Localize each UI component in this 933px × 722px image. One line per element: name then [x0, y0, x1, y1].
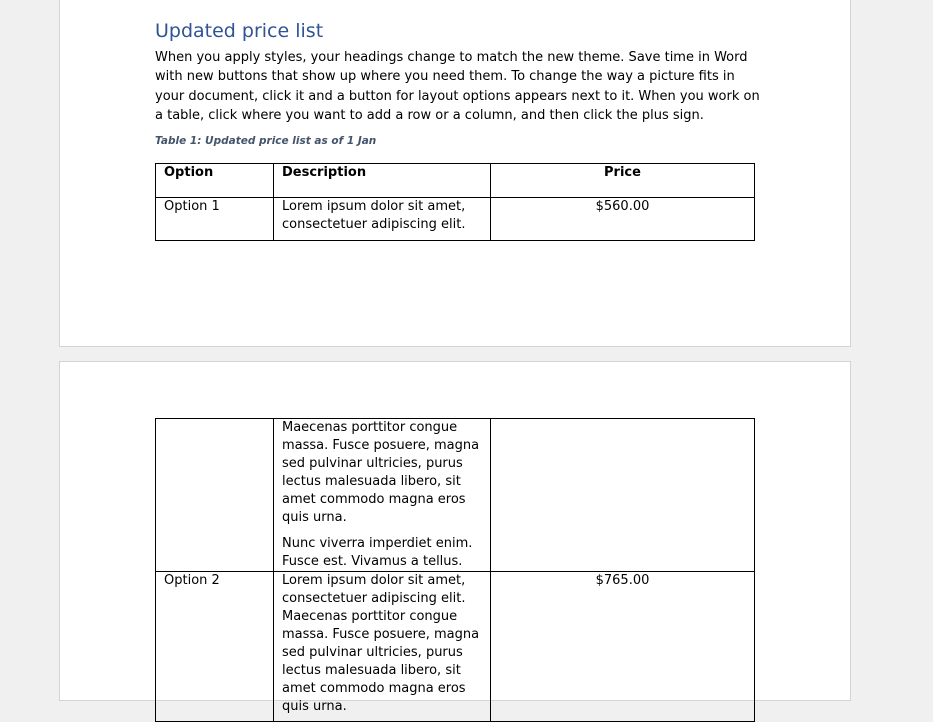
- document-page-1[interactable]: [59, 0, 851, 347]
- heading: Updated price list: [155, 20, 324, 42]
- description-paragraph: Nunc viverra imperdiet enim. Fusce est. Vivamus a tellus.: [282, 536, 473, 569]
- table-header-row: [156, 164, 755, 198]
- header-price: Price: [491, 164, 755, 198]
- table-caption: Table 1: Updated price list as of 1 Jan: [155, 135, 377, 147]
- table-row: [156, 198, 755, 241]
- price-cell: $560.00: [491, 198, 755, 241]
- header-description: Description: [274, 164, 491, 198]
- price-table-continued: [155, 418, 755, 722]
- table-row: [156, 419, 755, 572]
- header-option: Option: [156, 164, 274, 198]
- description-cell: [274, 419, 491, 572]
- description-cell: Lorem ipsum dolor sit amet, consectetuer adipiscing elit. Maecenas porttitor congue massa. Fusce posuere, magna sed pulvinar ultricies, purus lectus malesuada libero, sit amet commodo magna eros quis urna.: [274, 572, 491, 722]
- description-cell: Lorem ipsum dolor sit amet, consectetuer adipiscing elit.: [274, 198, 491, 241]
- description-paragraph: Maecenas porttitor congue massa. Fusce posuere, magna sed pulvinar ultricies, purus lectus malesuada libero, sit amet commodo magna eros quis urna.: [282, 420, 480, 525]
- document-page-2[interactable]: [59, 361, 851, 714]
- price-cell: [491, 419, 755, 572]
- price-table: [155, 163, 755, 241]
- price-cell: $765.00: [491, 572, 755, 722]
- intro-paragraph: When you apply styles, your headings change to match the new theme. Save time in Word with new buttons that show up where you need them. To change the way a picture fits in your document, click it and a button for layout options appears next to it. When you work on a table, click where you want to add a row or a column, and then click the plus sign.: [155, 50, 760, 123]
- option-cell: [156, 419, 274, 572]
- option-cell: Option 2: [156, 572, 274, 722]
- table-row: [156, 572, 755, 722]
- option-cell: Option 1: [156, 198, 274, 241]
